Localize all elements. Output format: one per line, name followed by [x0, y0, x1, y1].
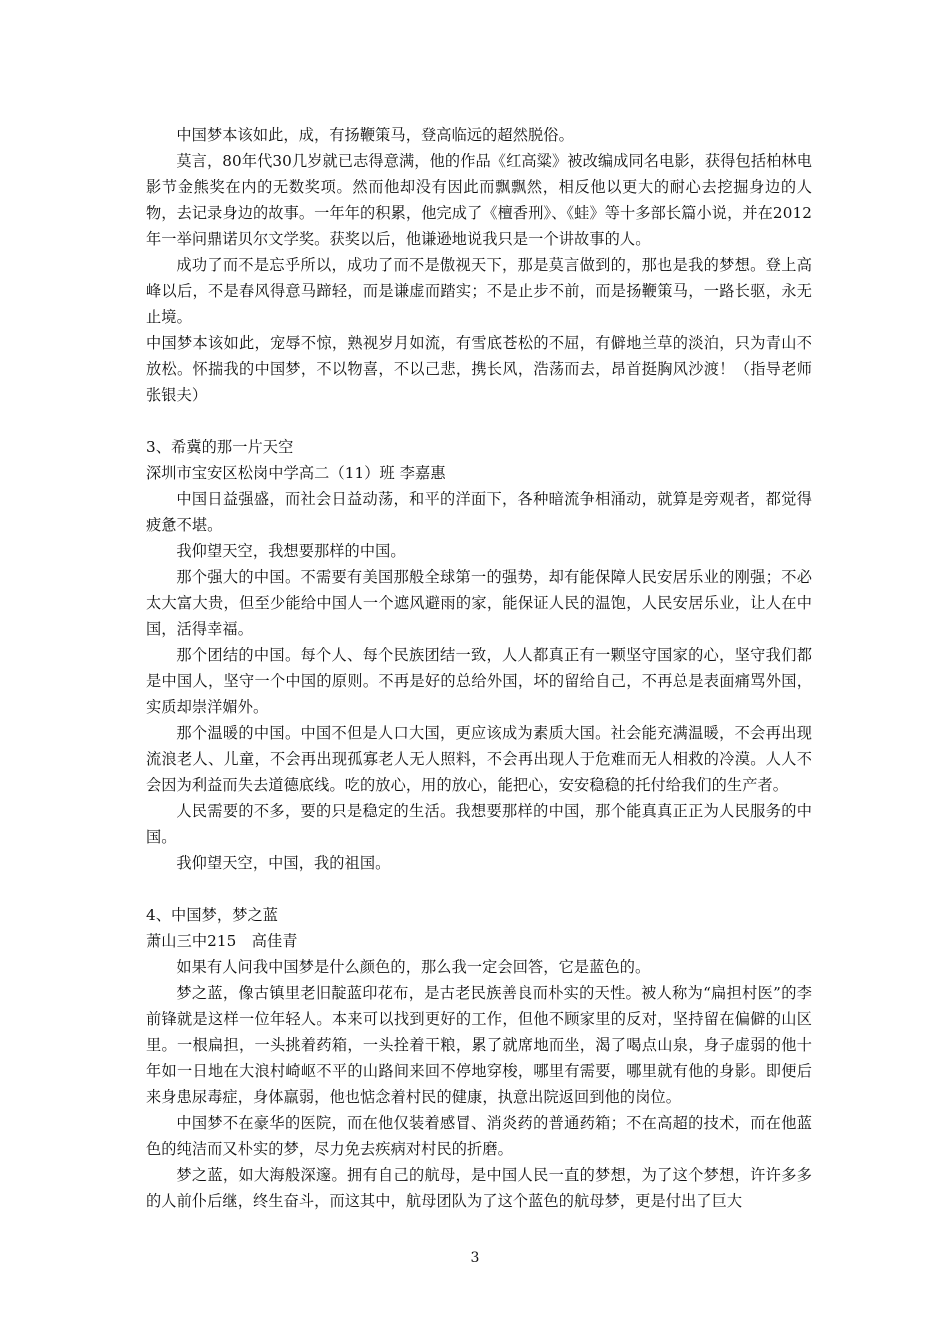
paragraph: 如果有人问我中国梦是什么颜色的，那么我一定会回答，它是蓝色的。: [176, 958, 651, 976]
paragraph: 中国日益强盛，而社会日益动荡，和平的洋面下，各种暗流争相涌动，就算是旁观者，都觉得疲惫不堪。: [146, 490, 812, 534]
paragraph: 中国梦本该如此，宠辱不惊，熟视岁月如流，有雪底苍松的不屈，有僻地兰草的淡泊，只为青山不放松。怀揣我的中国梦，不以物喜，不以己悲，携长风，浩荡而去，昂首挺胸风沙渡！（指导老师 张银夫）: [146, 334, 828, 404]
page-number: 3: [470, 1250, 480, 1266]
paragraph: 人民需要的不多，要的只是稳定的生活。我想要那样的中国，那个能真真正正为人民服务的中国。: [146, 802, 812, 846]
document-body: [146, 122, 828, 1214]
paragraph: 成功了而不是忘乎所以，成功了而不是傲视天下，那是莫言做到的，那也是我的梦想。登上高峰以后，不是春风得意马蹄轻，而是谦虚而踏实；不是止步不前，而是扬鞭策马，一路长驱，永无止境。: [146, 256, 812, 326]
paragraph: 深圳市宝安区松岗中学高二（11）班 李嘉惠: [146, 464, 446, 482]
paragraph: 梦之蓝，像古镇里老旧靛蓝印花布，是古老民族善良而朴实的天性。被人称为“扁担村医”的李前锋就是这样一位年轻人。本来可以找到更好的工作，但他不顾家里的反对，坚持留在偏僻的山区里。一根扁担，一头挑着药箱，一头拴着干粮，累了就席地而坐，渴了喝点山泉，身子虚弱的他十年如一日地在大浪村崎岖不平的山路间来回不停地穿梭，哪里有需要，哪里就有他的身影。即便后来身患尿毒症，身体羸弱，他也惦念着村民的健康，执意出院返回到他的岗位。: [146, 984, 812, 1106]
paragraph: 莫言，80年代30几岁就已志得意满，他的作品《红高粱》被改编成同名电影，获得包括柏林电影节金熊奖在内的无数奖项。然而他却没有因此而飘飘然，相反他以更大的耐心去挖掘身边的人物，去记录身边的故事。一年年的积累，他完成了《檀香刑》、《蛙》等十多部长篇小说，并在2012年一举问鼎诺贝尔文学奖。获奖以后，他谦逊地说我只是一个讲故事的人。: [146, 152, 812, 248]
paragraph: 萧山三中215 高佳青: [146, 932, 298, 950]
paragraph: 梦之蓝，如大海般深邃。拥有自己的航母，是中国人民一直的梦想，为了这个梦想，许许多多的人前仆后继，终生奋斗，而这其中，航母团队为了这个蓝色的航母梦，更是付出了巨大: [146, 1166, 812, 1210]
paragraph: 我仰望天空，我想要那样的中国。: [176, 542, 406, 560]
paragraph: 3、希冀的那一片天空: [146, 438, 294, 456]
paragraph: 那个温暖的中国。中国不但是人口大国，更应该成为素质大国。社会能充满温暖，不会再出现流浪老人、儿童，不会再出现孤寡老人无人照料，不会再出现人于危难而无人相救的冷漠。人人不会因为利益而失去道德底线。吃的放心，用的放心，能把心，安安稳稳的托付给我们的生产者。: [146, 724, 812, 794]
paragraph: 中国梦不在豪华的医院，而在他仅装着感冒、消炎药的普通药箱；不在高超的技术，而在他蓝色的纯洁而又朴实的梦，尽力免去疾病对村民的折磨。: [146, 1114, 812, 1158]
paragraph: 那个强大的中国。不需要有美国那般全球第一的强势，却有能保障人民安居乐业的刚强；不必太大富大贵，但至少能给中国人一个遮风避雨的家，能保证人民的温饱，人民安居乐业，让人在中国，活得幸福。: [146, 568, 812, 638]
paragraph: 4、中国梦，梦之蓝: [146, 906, 279, 924]
paragraph: 我仰望天空，中国，我的祖国。: [176, 854, 391, 872]
paragraph: 中国梦本该如此，成，有扬鞭策马，登高临远的超然脱俗。: [176, 126, 574, 144]
paragraph: 那个团结的中国。每个人、每个民族团结一致，人人都真正有一颗坚守国家的心，坚守我们都是中国人，坚守一个中国的原则。不再是好的总给外国，坏的留给自己，不再总是表面痛骂外国，实质却崇洋媚外。: [146, 646, 812, 716]
